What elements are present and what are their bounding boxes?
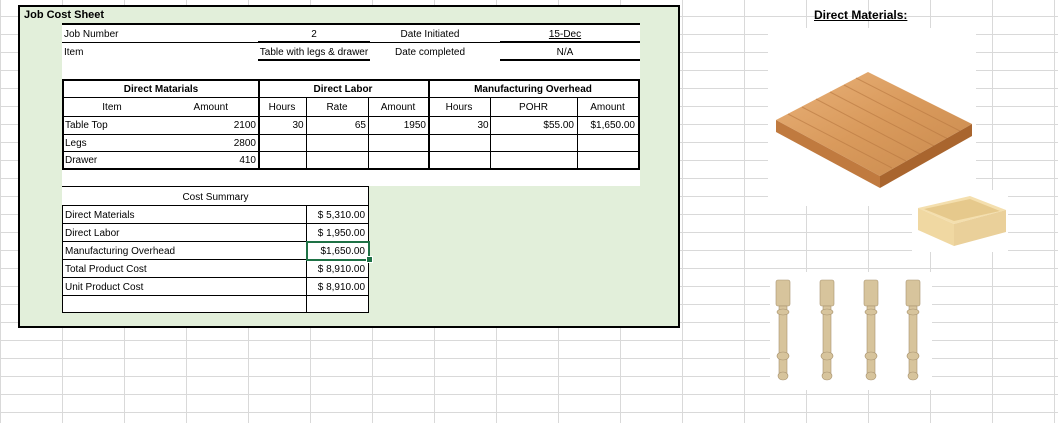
summary-value-overhead[interactable]: $1,650.00 bbox=[320, 246, 365, 257]
summary-left-border bbox=[62, 206, 63, 313]
col-header-dl-rate: Rate bbox=[326, 102, 348, 113]
table-legs-icon bbox=[770, 272, 932, 390]
job-number-value[interactable]: 2 bbox=[311, 29, 317, 40]
legs-image[interactable] bbox=[770, 272, 932, 390]
summary-bottom-border bbox=[62, 312, 369, 313]
sheet-title: Job Cost Sheet bbox=[24, 9, 105, 21]
table-right-border bbox=[638, 80, 640, 169]
fill-handle[interactable] bbox=[366, 256, 373, 263]
summary-row-divider-1 bbox=[62, 223, 369, 224]
dm-row-2-item[interactable]: Legs bbox=[65, 138, 87, 149]
summary-label-unit-product-cost: Unit Product Cost bbox=[65, 282, 144, 293]
item-value[interactable]: Table with legs & drawer bbox=[259, 47, 369, 58]
oh-pohr-value[interactable]: $55.00 bbox=[543, 120, 574, 131]
summary-label-overhead: Manufacturing Overhead bbox=[65, 246, 176, 257]
summary-label-direct-materials: Direct Materials bbox=[65, 210, 135, 221]
summary-top-border bbox=[62, 186, 369, 187]
col-header-oh-amount: Amount bbox=[590, 102, 625, 113]
oh-hours-value[interactable]: 30 bbox=[477, 120, 489, 131]
summary-label-direct-labor: Direct Labor bbox=[65, 228, 120, 239]
col-header-oh-pohr: POHR bbox=[519, 102, 548, 113]
table-heading-divider bbox=[62, 97, 640, 98]
col-header-dm-amount: Amount bbox=[193, 102, 228, 113]
dm-row-1-amount[interactable]: 2100 bbox=[233, 120, 256, 131]
header-top-border bbox=[62, 23, 640, 25]
direct-labor-heading: Direct Labor bbox=[313, 84, 373, 95]
sidebar-title: Direct Materials: bbox=[814, 8, 908, 22]
item-label: Item bbox=[64, 47, 84, 58]
drawer-icon bbox=[912, 190, 1008, 252]
summary-value-direct-labor[interactable]: $ 1,950.00 bbox=[317, 228, 365, 239]
summary-value-unit-product-cost[interactable]: $ 8,910.00 bbox=[317, 282, 365, 293]
drawer-image[interactable] bbox=[912, 190, 1008, 252]
date-initiated-label: Date Initiated bbox=[400, 29, 460, 40]
summary-value-total-product-cost[interactable]: $ 8,910.00 bbox=[317, 264, 365, 275]
active-cell-selection[interactable] bbox=[306, 241, 370, 261]
summary-row-divider-5 bbox=[62, 295, 369, 296]
table-row2-divider bbox=[62, 151, 640, 152]
date-completed-label: Date completed bbox=[394, 47, 466, 58]
dl-amount-value[interactable]: 1950 bbox=[403, 120, 426, 131]
dm-row-2-amount[interactable]: 2800 bbox=[233, 138, 256, 149]
summary-heading-divider bbox=[62, 205, 369, 206]
col-header-item: Item bbox=[102, 102, 122, 113]
direct-materials-heading: Direct Matarials bbox=[123, 84, 199, 95]
job-number-label: Job Number bbox=[64, 29, 119, 40]
date-completed-value[interactable]: N/A bbox=[556, 47, 574, 58]
table-colhead-divider bbox=[62, 116, 640, 117]
table-top-border bbox=[62, 79, 640, 81]
date-initiated-value[interactable]: 15-Dec bbox=[548, 29, 582, 40]
table-bottom-border bbox=[62, 168, 640, 170]
col-header-dl-amount: Amount bbox=[380, 102, 416, 113]
oh-amount-value[interactable]: $1,650.00 bbox=[590, 120, 635, 131]
table-row1-divider bbox=[62, 134, 640, 135]
cost-summary-heading: Cost Summary bbox=[182, 192, 249, 203]
dm-row-1-item[interactable]: Table Top bbox=[65, 120, 108, 131]
summary-value-direct-materials[interactable]: $ 5,310.00 bbox=[317, 210, 365, 221]
dl-hours-value[interactable]: 30 bbox=[292, 120, 304, 131]
overhead-heading: Manufacturing Overhead bbox=[474, 84, 592, 95]
col-header-oh-hours: Hours bbox=[445, 102, 473, 113]
summary-row-divider-4 bbox=[62, 277, 369, 278]
col-header-dl-hours: Hours bbox=[268, 102, 296, 113]
dm-row-3-amount[interactable]: 410 bbox=[239, 155, 256, 166]
table-top-image[interactable] bbox=[768, 28, 976, 206]
butcher-block-icon bbox=[768, 28, 976, 206]
dm-row-3-item[interactable]: Drawer bbox=[65, 155, 98, 166]
dl-rate-value[interactable]: 65 bbox=[354, 120, 366, 131]
summary-label-total-product-cost: Total Product Cost bbox=[65, 264, 147, 275]
